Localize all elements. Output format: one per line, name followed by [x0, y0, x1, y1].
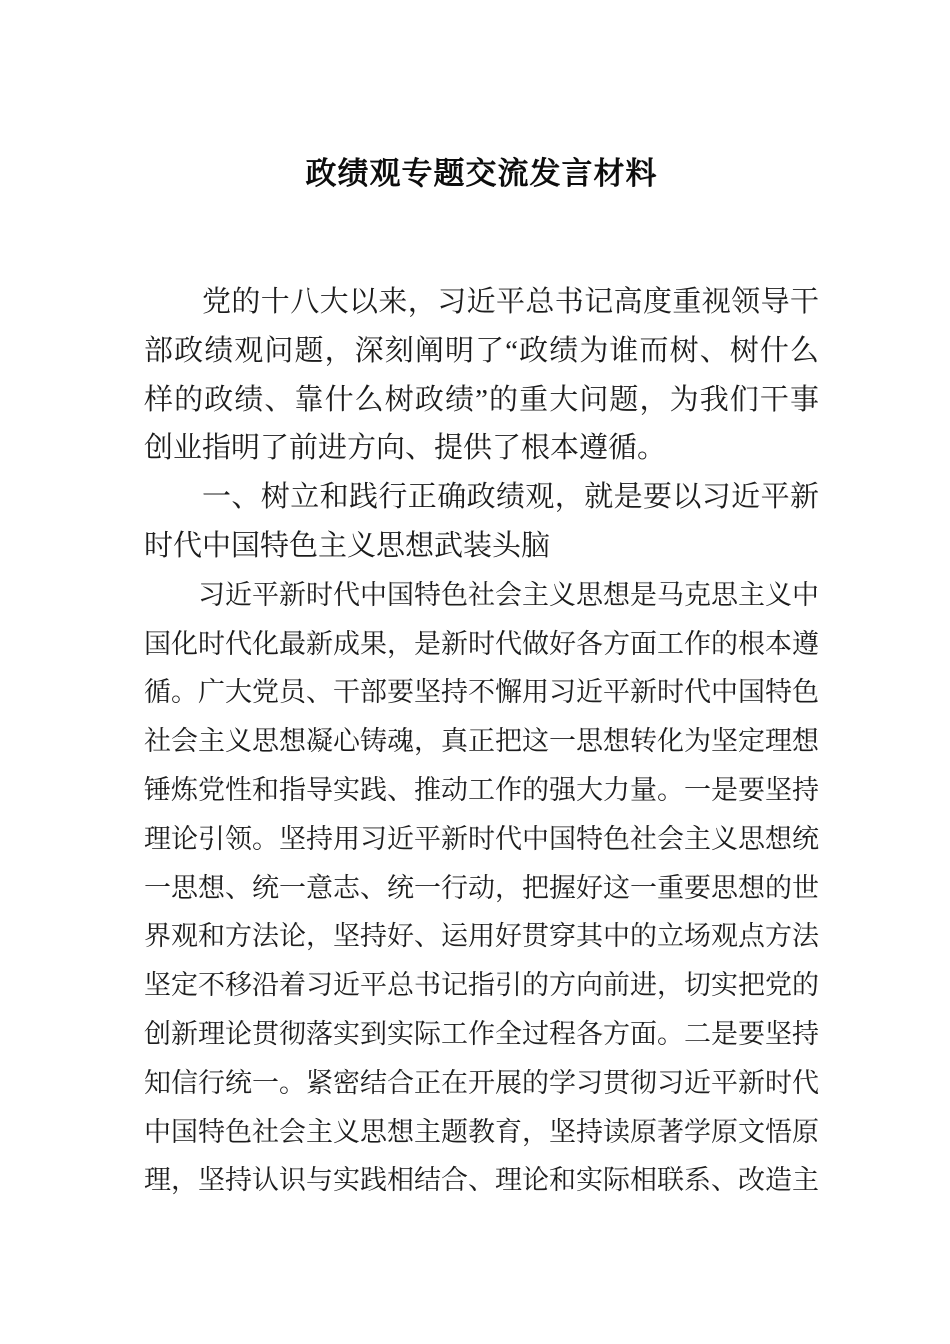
paragraph: 党的十八大以来，习近平总书记高度重视领导干部政绩观问题，深刻阐明了“政绩为谁而树、树什么样的政绩、靠什么树政绩”的重大问题，为我们干事创业指明了前进方向、提供了根本遵循。 [144, 286, 819, 465]
document-title: 政绩观专题交流发言材料 [305, 156, 658, 191]
section-heading: 一、树立和践行正确政绩观，就是要以习近平新时代中国特色主义思想武装头脑 [144, 481, 819, 562]
paragraph: 习近平新时代中国特色社会主义思想是马克思主义中国化时代化最新成果，是新时代做好各方面工作的根本遵循。广大党员、干部要坚持不懈用习近平新时代中国特色社会主义思想凝心铸魂，真正把这一思想转化为坚定理想锤炼党性和指导实践、推动工作的强大力量。一是要坚持理论引领。坚持用习近平新时代中国特色社会主义思想统一思想、统一意志、统一行动，把握好这一重要思想的世界观和方法论，坚持好、运用好贯穿其中的立场观点方法坚定不移沿着习近平总书记指引的方向前进，切实把党的创新理论贯彻落实到实际工作全过程各方面。二是要坚持知信行统一。紧密结合正在开展的学习贯彻习近平新时代中国特色社会主义思想主题教育，坚持读原著学原文悟原理，坚持认识与实践相结合、理论和实际相联系、改造主 [144, 579, 819, 1196]
document-body [144, 278, 819, 1205]
